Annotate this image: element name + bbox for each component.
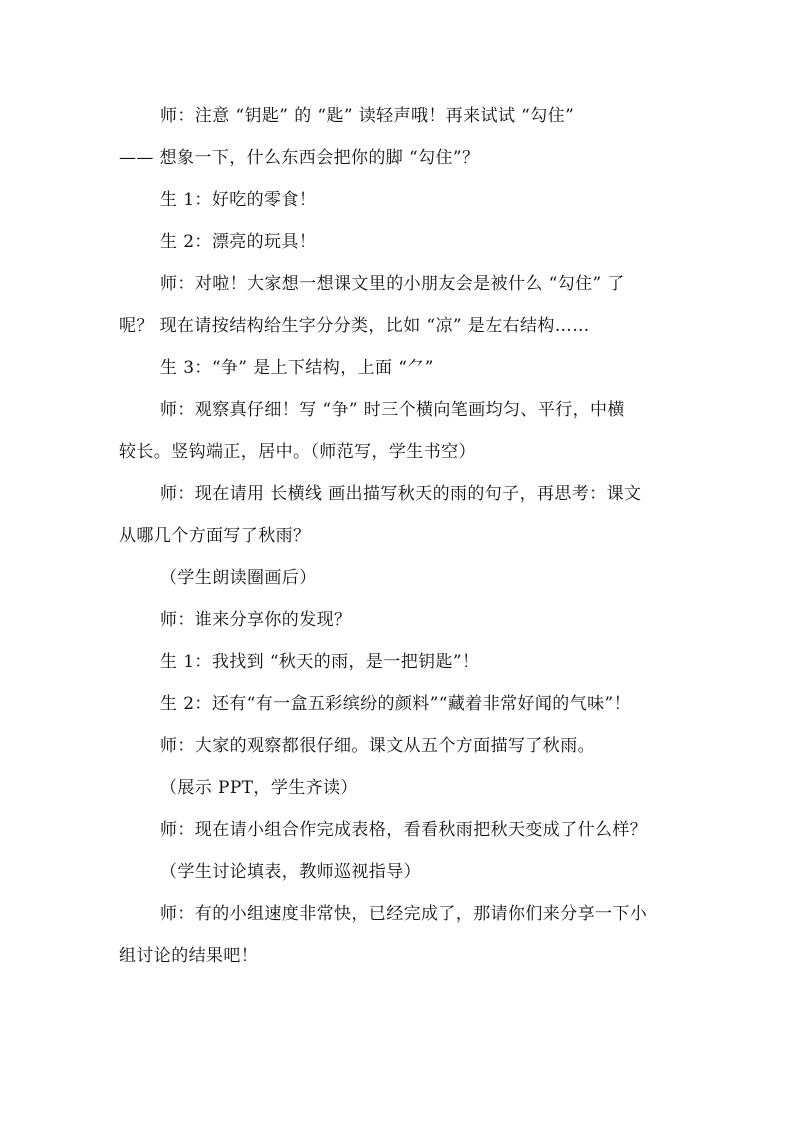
text-line: 呢？ 现在请按结构给生字分分类，比如 “凉” 是左右结构……	[119, 316, 590, 336]
text-line: （学生朗读圈画后）	[160, 568, 317, 588]
text-line: 生 2：漂亮的玩具！	[160, 232, 317, 252]
text-line: 师：现在请小组合作完成表格，看看秋雨把秋天变成了什么样？	[160, 820, 648, 840]
text-line: 生 2：还有“有一盒五彩缤纷的颜料”“藏着非常好闻的气味”！	[160, 694, 631, 714]
text-line: 师：对啦！大家想一想课文里的小朋友会是被什么 “勾住” 了	[160, 274, 625, 294]
text-line: 生 1：我找到 “秋天的雨，是一把钥匙”！	[160, 652, 480, 672]
text-line: 组讨论的结果吧！	[119, 946, 259, 966]
text-line: 生 3：“争” 是上下结构，上面 “⺈”	[160, 358, 434, 378]
text-line: 师：谁来分享你的发现？	[160, 610, 352, 630]
text-line: 从哪几个方面写了秋雨？	[119, 526, 311, 546]
text-line: 生 1：好吃的零食！	[160, 190, 317, 210]
text-line: 师：现在请用 长横线 画出描写秋天的雨的句子，再思考：课文	[160, 484, 642, 504]
text-line: 师：注意 “钥匙” 的 “匙” 读轻声哦！再来试试 “勾住”	[160, 106, 575, 126]
text-line: 师：大家的观察都很仔细。课文从五个方面描写了秋雨。	[160, 736, 595, 756]
text-line: （学生讨论填表，教师巡视指导）	[160, 862, 421, 882]
text-line: 师：有的小组速度非常快，已经完成了，那请你们来分享一下小	[160, 904, 648, 924]
text-line: （展示 PPT，学生齐读）	[160, 778, 358, 798]
text-line: —— 想象一下，什么东西会把你的脚 “勾住”？	[119, 148, 480, 168]
text-line: 师：观察真仔细！写 “争” 时三个横向笔画均匀、平行，中横	[160, 400, 625, 420]
text-line: 较长。竖钩端正，居中。（师范写，学生书空）	[119, 442, 476, 462]
